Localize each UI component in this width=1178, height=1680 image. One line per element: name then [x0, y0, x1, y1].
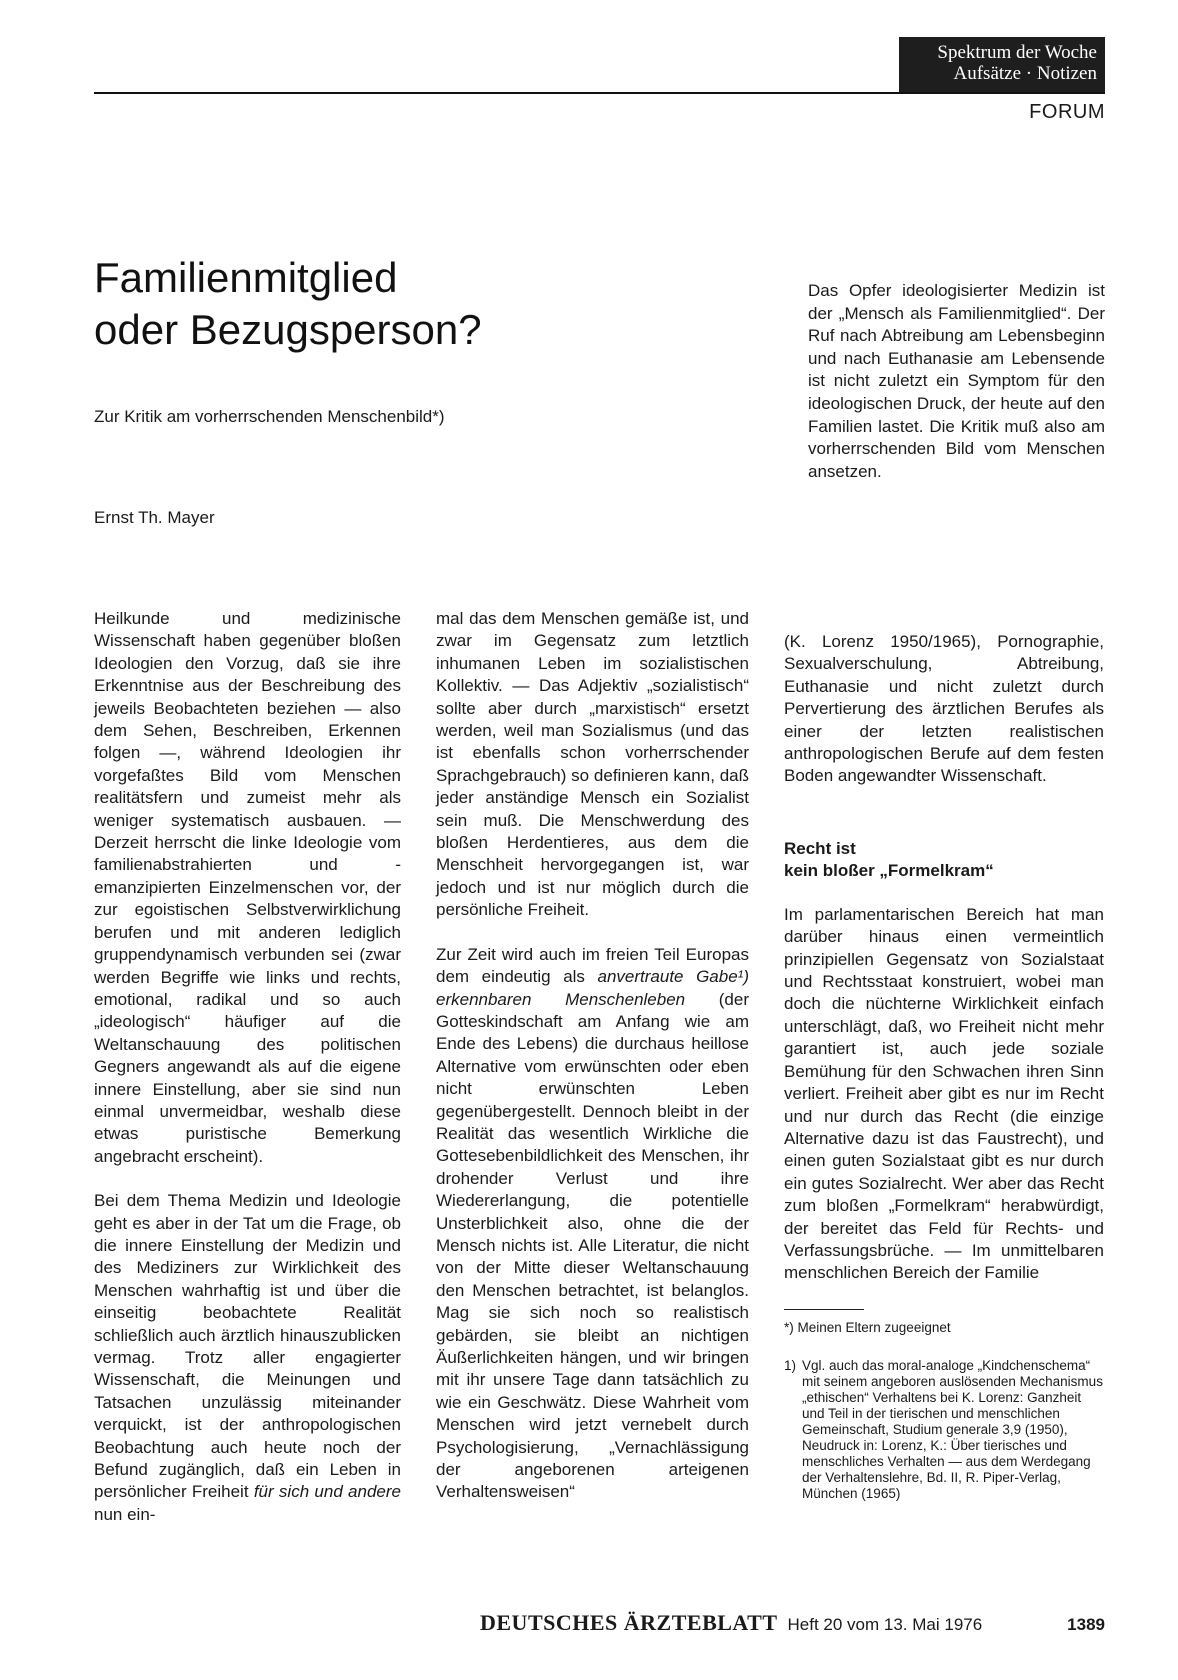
emphasis-text: für sich und andere: [253, 1482, 401, 1502]
body-column-1: [94, 608, 401, 1548]
emphasis-text: anvertraute Gabe¹) erkennbaren Menschenleben: [436, 967, 749, 1009]
section-label-line1: Spektrum der Woche: [937, 42, 1097, 63]
page-number: 1389: [1067, 1615, 1105, 1634]
paragraph: mal das dem Menschen gemäße ist, und zwar im Gegensatz zum letztlich inhumanen Leben im sozialistischen Kollektiv. — Das Adjektiv „sozialistisch“ sollte aber durch „marxistisch“ ersetzt werden, weil man Sozialismus (und das ist ebenfalls schon vorherrschender Sprachgebrauch) so definieren kann, daß jeder anständige Mensch ein Sozialist sein muß. Die Menschwerdung des bloßen Herdentieres, aus dem die Menschheit hervorgegangen ist, war jedoch und ist nur möglich durch die persönliche Freiheit.: [436, 609, 749, 920]
paragraph: [94, 1190, 401, 1526]
title-line2: oder Bezugsperson?: [94, 306, 482, 353]
paragraph: Im parlamentarischen Bereich hat man darüber hinaus einen vermeintlich prinzipiellen Gegensatz von Sozialstaat und Rechtsstaat konstruiert, wobei man doch die nüchterne Wirklichkeit einfach unterschlägt, daß, wo Freiheit nicht mehr garantiert ist, auch jede soziale Bemühung für den Schwachen ihren Sinn verliert. Freiheit aber gibt es nur im Recht und nur durch das Recht (die einzige Alternative dazu ist das Faustrecht), und einen guten Sozialstaat gibt es nur durch ein gutes Sozialrecht. Wer aber das Recht zum bloßen „Formelkram“ herabwürdigt, der bereitet das Feld für Rechts- und Verfassungsbrüche. — Im unmittelbaren menschlichen Bereich der Familie: [784, 904, 1104, 1283]
issue-info: Heft 20 vom 13. Mai 1976: [787, 1615, 983, 1634]
section-label-box: [899, 37, 1105, 93]
article-title: [94, 252, 654, 356]
body-column-3: [784, 631, 1104, 1510]
paragraph-text: (der Gotteskindschaft am Anfang wie am Ende des Lebens) die durchaus heillose Alternative vom erwünschten oder eben nicht erwünschten Leben gegenübergestellt. Dennoch bleibt in der Realität das wesentlich Wirkliche die Gottesebenbildlichkeit des Menschen, ihr drohender Verlust und ihre Wiedererlangung, die potentielle Unsterblichkeit also, ohne die der Mensch nichts ist. Alle Literatur, die nicht von der Mitte dieser Weltanschauung den Menschen betrachtet, ist belanglos. Mag sie sich noch so realistisch gebärden, sie bleibt an nichtigen Äußerlichkeiten hängen, und wir bringen mit ihr unsere Tage dann tatsächlich zu wie ein Geschwätz. Diese Wahrheit vom Menschen wird jetzt vernebelt durch Psychologisierung, „Vernachlässigung der angeborenen arteigenen Verhaltensweisen“: [436, 989, 749, 1502]
section-heading: [784, 838, 1104, 882]
page-footer: [480, 1610, 1105, 1636]
footnote-rule: [784, 1309, 864, 1310]
article-author: Ernst Th. Mayer: [94, 508, 215, 527]
paragraph-text: Bei dem Thema Medizin und Ideologie geht es aber in der Tat um die Frage, ob die innere Einstellung der Medizin und des Mediziners zur Wirklichkeit des Menschen wahrhaftig ist und über die einseitig beobachtete Realität schließlich auch ärztlich hinauszublicken vermag. Trotz aller engagierter Wissenschaft, die Meinungen und Tatsachen unzulässig miteinander verquickt, ist der anthropologischen Beobachtung auch heute noch der Befund zugänglich, daß ein Leben in persönlicher Freiheit: [94, 1191, 401, 1502]
article-subtitle: Zur Kritik am vorherrschenden Menschenbild*): [94, 407, 445, 426]
footnote-marker: 1): [784, 1357, 797, 1373]
article-abstract: Das Opfer ideologisierter Medizin ist der „Mensch als Familienmitglied“. Der Ruf nach Abtreibung am Lebensbeginn und nach Euthanasie am Lebensende ist nicht zuletzt ein Symptom für den ideologischen Druck, der heute auf den Familien lastet. Die Kritik muß also am vorherrschenden Bild vom Menschen ansetzen.: [808, 281, 1105, 481]
paragraph-text: Zur Zeit wird auch im freien Teil Europas dem eindeutig als: [436, 944, 749, 987]
paragraph: (K. Lorenz 1950/1965), Pornographie, Sexualverschulung, Abtreibung, Euthanasie und nicht zuletzt durch Pervertierung des ärztlichen Berufes als einer der letzten realistischen anthropologischen Berufe auf dem festen Boden angewandter Wissenschaft.: [784, 632, 1104, 786]
body-column-2: [436, 608, 749, 1526]
footnote-text: Vgl. auch das moral-analoge „Kindchenschema“ mit seinem angeboren auslösenden Mechanismus „ethischen“ Verhaltens bei K. Lorenz: Ganzheit und Teil in der tierischen und menschlichen Gemeinschaft, Studium generale 3,9 (1950), Neudruck in: Lorenz, K.: Über tierisches und menschliches Verhalten — aus dem Werdegang der Verhaltenslehre, Bd. II, R. Piper-Verlag, München (1965): [802, 1357, 1103, 1501]
footnote-1: *) Meinen Eltern zugeeignet: [784, 1319, 951, 1335]
heading-line1: Recht ist: [784, 838, 856, 858]
title-line1: Familienmitglied: [94, 254, 398, 301]
section-label-line2: Aufsätze · Notizen: [953, 63, 1097, 84]
header-rule: [94, 92, 1105, 94]
rubric-label: FORUM: [1029, 101, 1105, 123]
paragraph-text: nun ein-: [94, 1504, 156, 1524]
paragraph: Heilkunde und medizinische Wissenschaft haben gegenüber bloßen Ideologien den Vorzug, daß sie ihre Erkenntnise aus der Beschreibung des jeweils Beobachteten beziehen — also dem Sehen, Beschreiben, Erkennen folgen —, während Ideologien ihr vorgefaßtes Bild vom Menschen realitätsfern und zumeist mehr als weniger systematisch ausbauen. — Derzeit herrscht die linke Ideologie vom familienabstrahierten und -emanzipierten Einzelmenschen vor, der zur egoistischen Selbstverwirklichung berufen und mit anderen lediglich gruppendynamisch verbunden sei (zwar werden Begriffe wie links und rechts, emotional, radikal und so auch „ideologisch“ häufiger auf die Weltanschauung des politischen Gegners angewandt als auf die eigene innere Einstellung, aber sie sind nun einmal unvermeidbar, weshalb diese etwas puristische Bemerkung angebracht erscheint).: [94, 609, 401, 1166]
heading-line2: kein bloßer „Formelkram“: [784, 860, 994, 880]
journal-name: DEUTSCHES ÄRZTEBLATT: [480, 1610, 778, 1635]
paragraph: [436, 944, 749, 1504]
footnote-2: [784, 1358, 1104, 1502]
